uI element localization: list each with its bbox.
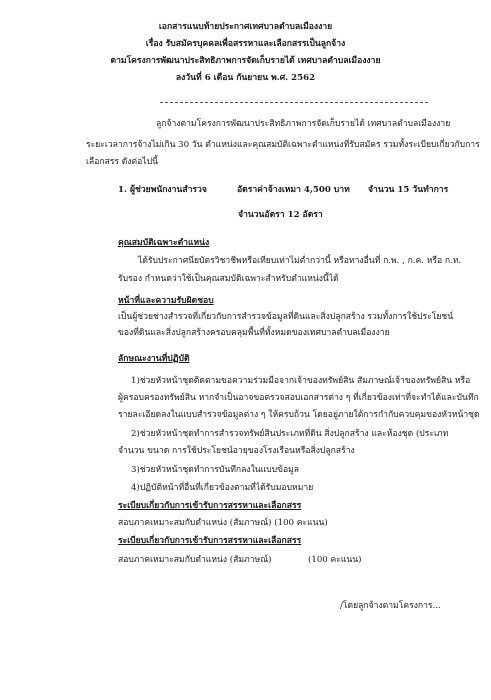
task-1-line-1: 1)ช่วยหัวหน้าชุดติดตามขอความร่วมมือจากเจ้าของทรัพย์สิน สัมภาษณ์เจ้าของทรัพย์สิน หรือ xyxy=(131,376,471,386)
qualification-line-1: ได้รับประกาศนียบัตรวิชาชีพหรือเทียบเท่าไม่ต่ำกว่านี้ หรือทางอื่นที่ ก.พ. , ก.ค. หรือ ก.ท. xyxy=(138,256,462,266)
duties-line-1: เป็นผู้ช่วยช่างสำรวจที่เกี่ยวกับการสำรวจข้อมูลที่ดินและสิ่งปลูกสร้าง รวมทั้งการใช้ประโยชน์ xyxy=(118,312,454,322)
intro-line-3: เลือกสรร ดังต่อไปนี้ xyxy=(86,157,158,167)
selection-1-heading: ระเบียบเกี่ยวกับการเข้ารับการสรรหาและเลือกสรร xyxy=(118,501,302,511)
selection-1-line: สอบภาคเหมาะสมกับตำแหน่ง (สัมภาษณ์) (100 คะแนน) xyxy=(118,518,328,528)
selection-2-score: (100 คะแนน) xyxy=(308,555,362,565)
duties-line-2: ของที่ดินและสิ่งปลูกสร้างครอบคลุมพื้นที่ทั้งหมดของเทศบาลตำบลเมืองงาย xyxy=(118,328,390,338)
selection-2-line: สอบภาคเหมาะสมกับตำแหน่ง (สัมภาษณ์) xyxy=(118,555,272,565)
header-line-2: เรื่อง รับสมัครบุคคลเพื่อสรรหาและเลือกสรรเป็นลูกจ้าง xyxy=(145,39,346,49)
header-line-4: ลงวันที่ 6 เดือน กันยายน พ.ศ. 2562 xyxy=(175,73,316,83)
position-title: 1. ผู้ช่วยพนักงานสำรวจ xyxy=(118,185,207,195)
qualification-heading: คุณสมบัติเฉพาะตำแหน่ง xyxy=(118,238,210,248)
task-1-line-2: ผู้ครอบครองทรัพย์สิน หากจำเป็นอาจขอตรวจสอบเอกสารต่าง ๆ ที่เกี่ยวข้องเท่าที่จะทำได้และบันทึก xyxy=(118,393,479,403)
duties-heading: หน้าที่และความรับผิดชอบ xyxy=(118,296,214,306)
tasks-heading: ลักษณะงานที่ปฏิบัติ xyxy=(118,354,190,364)
position-rate: อัตราค่าจ้างเหมา 4,500 บาท xyxy=(237,185,350,195)
position-count: จำนวนอัตรา 12 อัตรา xyxy=(238,210,323,220)
task-2-line-1: 2)ช่วยหัวหน้าชุดทำการสำรวจทรัพย์สินประเภทที่ดิน สิ่งปลูกสร้าง และห้องชุด (ประเภท xyxy=(131,429,449,439)
intro-line-2: ระยะเวลาการจ้างไม่เกิน 30 วัน ตำแหน่งและคุณสมบัติเฉพาะตำแหน่งที่รับสมัคร รวมทั้งระเบียบเกี่ยวกับการ xyxy=(86,140,480,150)
qualification-line-2: รับรอง กำหนดว่าใช้เป็นคุณสมบัติเฉพาะสำหรับตำแหน่งนี้ได้ xyxy=(118,274,339,284)
task-3: 3)ช่วยหัวหน้าชุดทำการบันทึกลงในแบบข้อมูล xyxy=(131,465,300,475)
task-2-line-2: จำนวน ขนาด การใช้ประโยชน์อายุของโรงเรือนหรือสิ่งปลูกสร้าง xyxy=(118,446,355,456)
task-1-line-3: รายละเอียดลงในแบบสำรวจข้อมูลต่าง ๆ ให้ครบถ้วน โดยอยู่ภายใต้การกำกับควบคุมของหัวหน้าชุด xyxy=(118,410,480,420)
intro-line-1: ลูกจ้างตามโครงการพัฒนาประสิทธิภาพการจัดเก็บรายได้ เทศบาลตำบลเมืองงาย xyxy=(156,119,451,129)
selection-2-heading: ระเบียบเกี่ยวกับการเข้ารับการสรรหาและเลือกสรร xyxy=(118,536,302,546)
position-duration: จำนวน 15 วันทำการ xyxy=(368,185,449,195)
header-line-1: เอกสารแนบท้ายประกาศเทศบาลตำบลเมืองงาย xyxy=(158,22,333,32)
task-4: 4)ปฏิบัติหน้าที่อื่นที่เกี่ยวข้องตามที่ได้รับมอบหมาย xyxy=(131,483,314,493)
continuation-note: /โดยลูกจ้างตามโครงการ... xyxy=(340,601,441,611)
dashed-divider xyxy=(160,102,428,103)
header-line-3: ตามโครงการพัฒนาประสิทธิภาพการจัดเก็บรายได้ เทศบาลตำบลเมืองงาย xyxy=(110,56,381,66)
